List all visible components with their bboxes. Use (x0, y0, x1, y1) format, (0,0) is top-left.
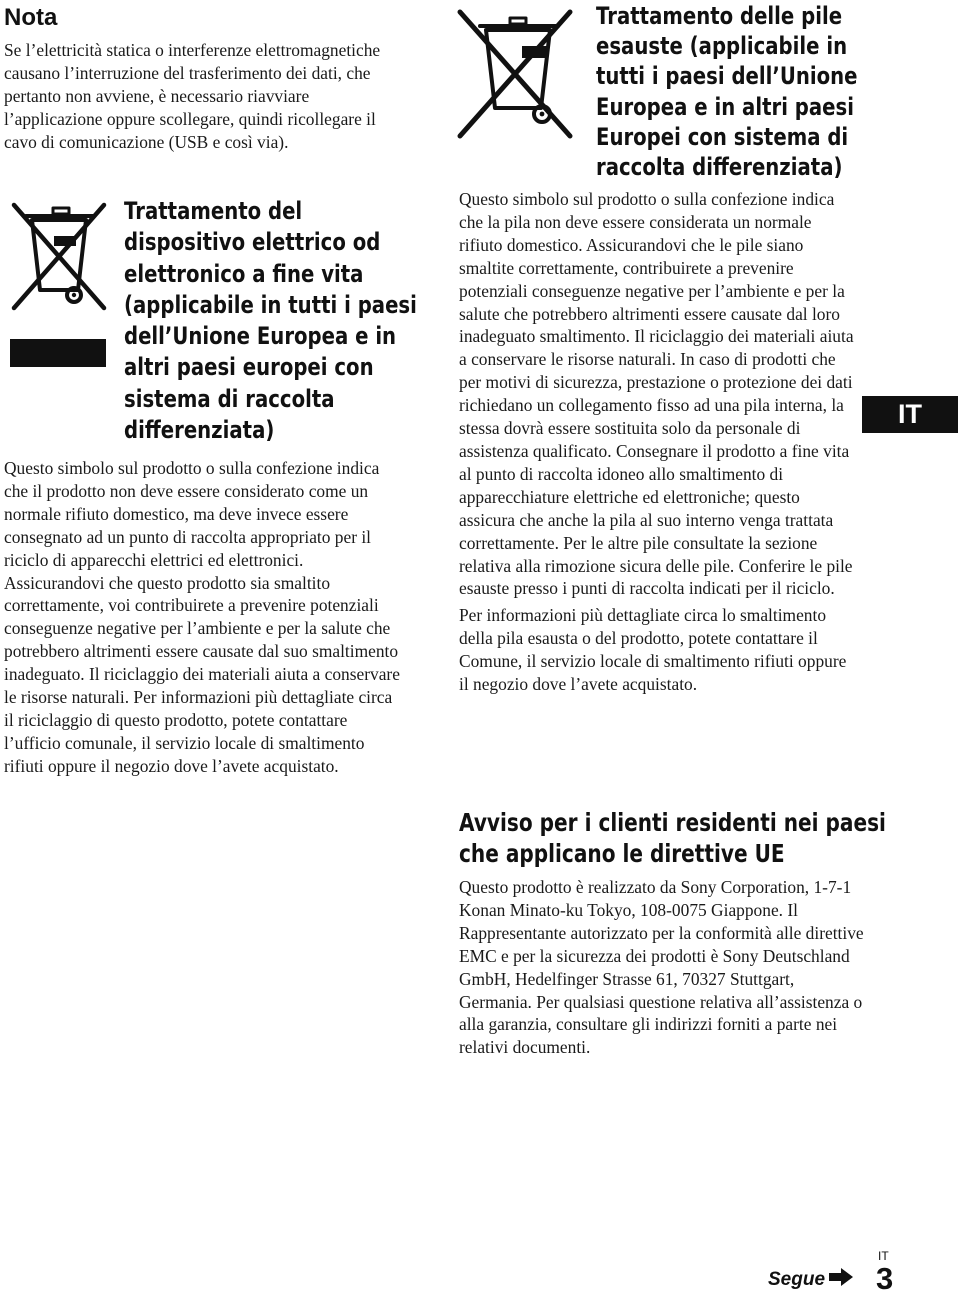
device-disposal-heading (124, 196, 424, 446)
nota-text (4, 39, 404, 154)
battery-disposal-paragraph: Questo simbolo sul prodotto o sulla confezione indica che la pila non deve essere considerata un normale rifiuto domestico. Assicurandovi che le pile siano smaltite correttamente, contribuirete a prevenire potenziali conseguenze negative per l’ambiente e per la salute che potrebbero altrimenti essere causate dal loro inadeguato smaltimento. Il riciclaggio dei materiali aiuta a conservare le risorse naturali. In caso di prodotti che per motivi di sicurezza, prestazione o protezione dei dati richiedano un collegamento fisso ad una pila interna, la stessa dovrà essere sostituita solo da personale di assistenza qualificato. Consegnare il prodotto a fine vita al punto di raccolta idoneo allo smaltimento di apparecchiature elettriche ed elettroniche; questo assicura che anche la pila al suo interno venga trattata correttamente. Per le altre pile consultate la sezione relativa alla rimozione sicura delle pile. Conferire le pile esauste presso i punti di raccolta indicati per il riciclo. (459, 189, 854, 599)
battery-disposal-title (596, 1, 858, 182)
title-line: Trattamento del (124, 197, 303, 225)
title-line: Europea e in altri paesi (596, 92, 854, 121)
page-language: IT (878, 1249, 889, 1263)
title-line: raccolta differenziata) (596, 153, 843, 182)
title-line: differenziata) (124, 416, 275, 445)
title-line: esauste (applicabile in (596, 32, 848, 61)
title-line: altri paesi europei con (124, 353, 374, 382)
title-line: (applicabile in tutti i paesi (124, 290, 417, 319)
language-tab: IT (862, 396, 958, 433)
nota-paragraph: Se l’elettricità statica o interferenze elettromagnetiche causano l’interruzione del trasferimento dei dati, che pertanto non avviene, è necessario riavviare l’applicazione oppure scollegare, quindi ricollegare il cavo di comunicazione (USB e così via). (4, 40, 381, 152)
battery-disposal-heading (596, 1, 896, 182)
title-line: che applicano le direttive UE (459, 838, 785, 868)
eu-notice-title (459, 808, 886, 869)
right-arrow-icon (829, 1268, 853, 1291)
eu-notice-paragraph: Questo prodotto è realizzato da Sony Corporation, 1-7-1 Konan Minato-ku Tokyo, 108-0075 Giappone. Il Rappresentante autorizzato per la conformità alle direttive EMC e per la sicurezza dei prodotti è Sony Deutschland GmbH, Hedelfinger Strasse 61, 70327 Stuttgart, Germania. Per qualsiasi questione relativa all’assistenza o alla garanzia, consultare gli indirizzi forniti a parte nei relativi documenti. (459, 877, 864, 1058)
title-line: Europei con sistema di (596, 122, 849, 151)
nota-heading: Nota (4, 4, 58, 31)
eu-notice-heading (459, 808, 886, 869)
continue-label: Segue (768, 1268, 826, 1290)
continue-indicator (768, 1268, 853, 1291)
device-disposal-text (4, 457, 404, 778)
title-line: sistema di raccolta (124, 384, 335, 413)
device-disposal-title (124, 196, 417, 446)
battery-info-paragraph: Per informazioni più dettagliate circa lo smaltimento della pila esausta o del prodotto, potete contattare il Comune, il servizio locale di smaltimento rifiuti oppure il negozio dove l’avete acquistato. (459, 605, 847, 695)
title-line: tutti i paesi dell’Unione (596, 62, 858, 91)
title-line: Avviso per i clienti residenti nei paesi (459, 808, 886, 837)
wheelie-bin-crossed-icon (8, 198, 110, 368)
device-disposal-paragraph: Questo simbolo sul prodotto o sulla confezione indica che il prodotto non deve essere considerato come un normale rifiuto domestico, ma deve invece essere consegnato ad un punto di raccolta appropriato per il riciclo di apparecchi elettrici ed elettronici. Assicurandovi che questo prodotto sia smaltito correttamente, voi contribuirete a prevenire potenziali conseguenze negative per l’ambiente e per la salute che potrebbero altrimenti essere causate dal suo smaltimento inadeguato. Il riciclaggio dei materiali aiuta a conservare le risorse naturali. Per informazioni più dettagliate circa il riciclaggio di questo prodotto, potete contattare l’ufficio comunale, il servizio locale di smaltimento rifiuti oppure il negozio dove l’avete acquistato. (4, 458, 400, 776)
page-number: 3 (876, 1261, 894, 1296)
title-line: elettronico a fine vita (124, 259, 364, 288)
title-line: dell’Unione Europea e in (124, 322, 397, 351)
title-line: dispositivo elettrico od (124, 228, 381, 257)
battery-disposal-text (459, 188, 859, 696)
eu-notice-text (459, 876, 864, 1059)
title-line: Trattamento delle pile (596, 2, 843, 30)
battery-bin-crossed-icon (456, 8, 576, 143)
